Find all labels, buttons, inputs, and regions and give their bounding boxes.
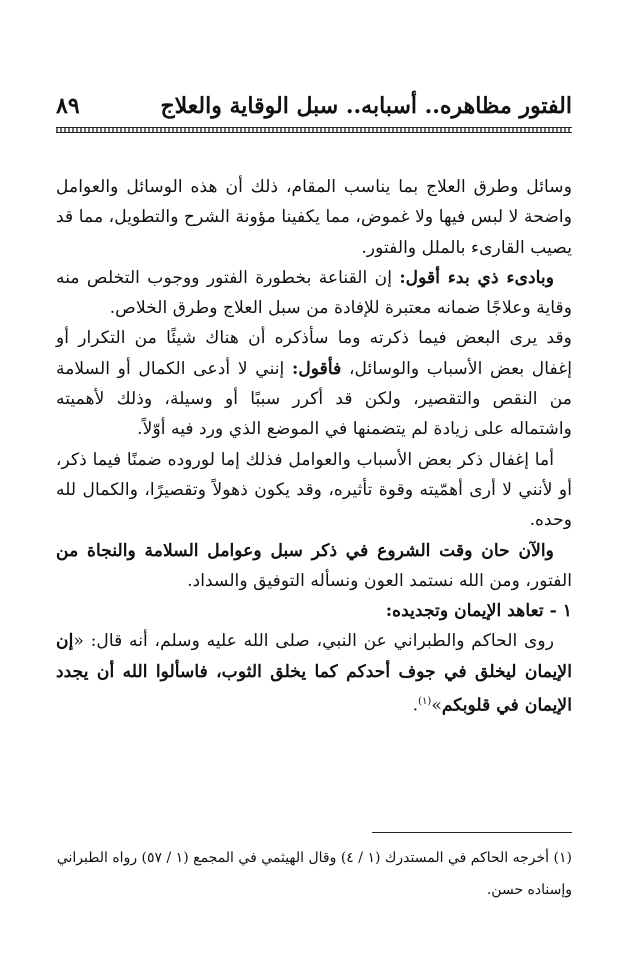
- paragraph-text: وسائل وطرق العلاج بما يناسب المقام، ذلك أن هذه الوسائل والعوامل واضحة لا لبس فيها ولا غموض، مما يكفينا مؤونة الشرح والتطويل، مما قد يصيب القارىء بالملل والفتور.: [56, 177, 572, 258]
- footnote: [56, 842, 572, 906]
- footnote-line-2: وإسناده حسن.: [486, 882, 572, 898]
- paragraph-5: [56, 536, 572, 597]
- body-text: [56, 172, 572, 721]
- bold-phrase: والآن حان وقت الشروع في ذكر سبل وعوامل السلامة والنجاة من: [56, 540, 554, 561]
- paragraph-2: [56, 263, 572, 324]
- section-heading: ١ - تعاهد الإيمان وتجديده:: [385, 601, 572, 622]
- running-title: الفتور مظاهره.. أسبابه.. سبل الوقاية والعلاج: [160, 93, 572, 119]
- paragraph-text: إن القناعة بخطورة الفتور ووجوب التخلص منه وقاية وعلاجًا ضمانه معتبرة للإفادة من سبل العلاج وطرق الخلاص.: [56, 267, 572, 319]
- hadith-paragraph: [56, 626, 572, 721]
- paragraph-4: [56, 445, 572, 536]
- paragraph-3: [56, 323, 572, 444]
- footnote-ref: (١): [418, 696, 432, 708]
- paragraph-text: إنني لا أدعى الكمال أو السلامة من النقص والتقصير، ولكن قد أكرر سببًا أو وسيلة، وذلك لأهميته واشتماله على زيادة لم يتضمنها في الموضع الذي ورد فيه أوّلاً.: [56, 358, 572, 440]
- paragraph-text: الفتور، ومن الله نستمد العون ونسأله التوفيق والسداد.: [187, 570, 572, 591]
- bold-phrase: فأقول:: [291, 358, 342, 379]
- paragraph-text: أما إغفال ذكر بعض الأسباب والعوامل فذلك إما لوروده ضمنًا فيما ذكر، أو لأنني لا أرى أهمّيته وقوة تأثيره، وقد يكون ذهولاً وتقصيرًا، والكمال لله وحده.: [56, 449, 572, 531]
- hadith-text: إن الإيمان ليخلق في جوف أحدكم كما يخلق الثوب، فاسألوا الله أن يجدد الإيمان في قلوبكم: [56, 631, 572, 716]
- paragraph-text: وقد يرى البعض فيما ذكرته وما سأذكره أن هناك شيئًا من التكرار أو إغفال بعض الأسباب والوسائل،: [56, 328, 572, 379]
- header-rule: [56, 127, 572, 133]
- bold-phrase: وبادىء ذي بدء أقول:: [399, 267, 554, 288]
- footnote-rule: [372, 832, 572, 833]
- period: .: [412, 695, 419, 716]
- page-number: ٨٩: [56, 93, 80, 119]
- hadith-intro: روى الحاكم والطبراني عن النبي، صلى الله عليه وسلم، أنه قال: «: [73, 631, 554, 652]
- footnote-line-1: (١) أخرجه الحاكم في المستدرك (١ / ٤) وقال الهيثمي في المجمع (١ / ٥٧) رواه الطبراني: [56, 850, 572, 866]
- quote-close: »: [431, 695, 442, 716]
- paragraph-1: [56, 172, 572, 263]
- running-header: [56, 86, 572, 126]
